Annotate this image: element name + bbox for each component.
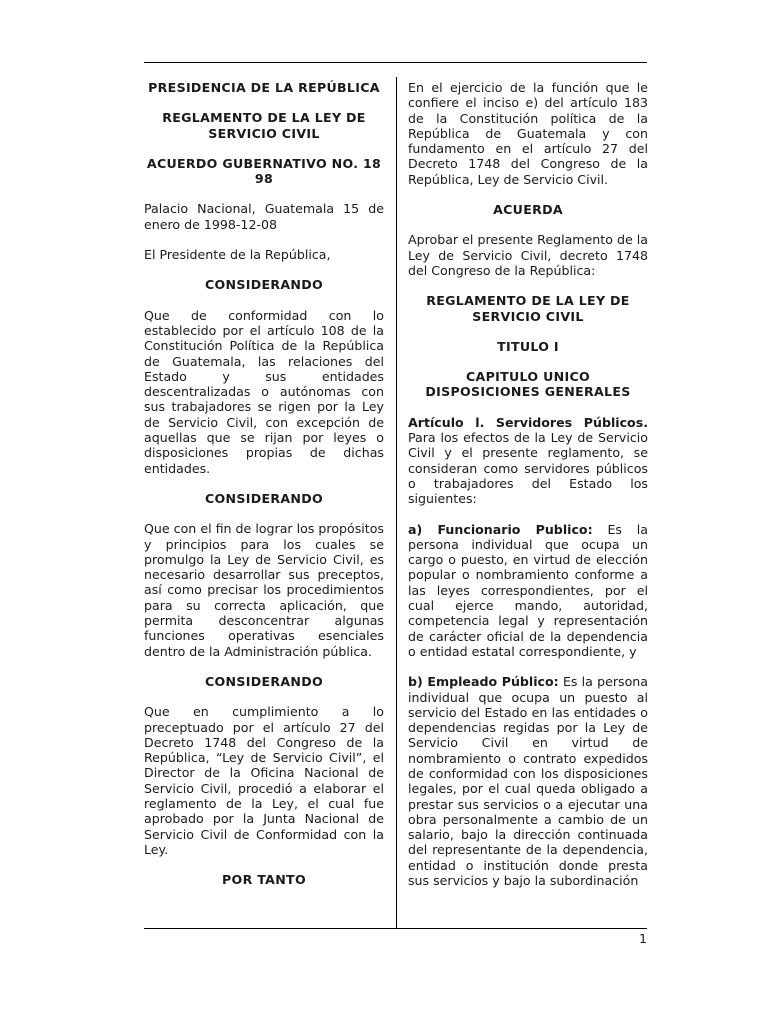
capitulo-heading: CAPITULO UNICO xyxy=(466,369,590,385)
president-line: El Presidente de la República, xyxy=(144,247,331,263)
inciso-b-text: Es la persona individual que ocupa un puesto al servicio del Estado en las entidades o dependencias regidas por la Ley de Servicio Civil en virtud de nombramiento o contrato expedidos de conformidad con los disposiciones legales, por el cual queda obligado a prestar sus servicios o a ejecutar una obra personalmente a cambio de un salario, bajo la dirección continuada del representante de la dependencia, entidad o institución donde presta sus servicios y bajo la subordinación xyxy=(408,674,648,889)
considerando-heading-3: CONSIDERANDO xyxy=(204,673,324,689)
considerando-text-2: Que con el fin de lograr los propósitos y principios para los cuales se promulgo la Ley de Servicio Civil, es necesario desarrollar sus preceptos, así como precisar los procedimientos para su correcta aplicación, que permita desconcentrar algunas funciones operativas esenciales dentro de la Administración pública. xyxy=(144,521,384,659)
considerando-text-3: Que en cumplimiento a lo preceptuado por el artículo 27 del Decreto 1748 del Congreso de la República, “Ley de Servicio Civil”, el Director de la Oficina Nacional de Servicio Civil, procedió a elaborar el reglamento de la Ley, el cual fue aprobado por la Junta Nacional de Servicio Civil de Conformidad con la Ley. xyxy=(144,704,384,857)
reglamento-heading: REGLAMENTO DE LA LEY DE SERVICIO CIVIL xyxy=(426,293,630,324)
heading-acuerdo: ACUERDO GUBERNATIVO NO. 18 98 xyxy=(146,155,382,187)
inciso-b xyxy=(408,674,648,888)
inciso-a xyxy=(408,522,648,660)
inciso-b-title: b) Empleado Público: xyxy=(408,674,559,690)
ejercicio-paragraph: En el ejercicio de la función que le confiere el inciso e) del artículo 183 de la Constitución política de la República de Guatemala y con fundamento en el artículo 27 del Decreto 1748 del Congreso de la República, Ley de Servicio Civil. xyxy=(408,80,648,187)
aprobar-paragraph: Aprobar el presente Reglamento de la Ley de Servicio Civil, decreto 1748 del Congreso de la República: xyxy=(408,232,648,278)
titulo-heading: TITULO I xyxy=(497,338,559,354)
heading-presidencia: PRESIDENCIA DE LA REPÚBLICA xyxy=(148,80,380,95)
acuerda-heading: ACUERDA xyxy=(493,202,563,218)
top-rule xyxy=(144,62,647,63)
considerando-heading-1: CONSIDERANDO xyxy=(204,277,324,293)
articulo-1-title: Artículo l. Servidores Públicos. xyxy=(408,414,648,430)
disposiciones-heading: DISPOSICIONES GENERALES xyxy=(425,384,631,400)
left-column xyxy=(144,80,384,887)
column-divider xyxy=(396,77,397,929)
articulo-1-text: Para los efectos de la Ley de Servicio Civil y el presente reglamento, se consideran como servidores públicos o trabajadores del Estado los siguientes: xyxy=(408,430,648,507)
page-number: 1 xyxy=(639,931,648,946)
considerando-text-1: Que de conformidad con lo establecido por el artículo 108 de la Constitución Política de la República de Guatemala, las relaciones del Estado y sus entidades descentralizadas o autónomas con sus trabajadores se rigen por la Ley de Servicio Civil, con excepción de aquellas que se rijan por leyes o disposiciones propias de dichas entidades. xyxy=(144,307,384,476)
articulo-1 xyxy=(408,415,648,507)
inciso-a-text: Es la persona individual que ocupa un cargo o puesto, en virtud de elección popular o nombramiento conforme a las leyes correspondientes, por el cual ejerce mando, autoridad, competencia legal y representación de carácter oficial de la dependencia o entidad estatal correspondiente, y xyxy=(408,521,648,659)
por-tanto-heading: POR TANTO xyxy=(222,872,306,888)
considerando-heading-2: CONSIDERANDO xyxy=(204,490,324,506)
inciso-a-title: a) Funcionario Publico: xyxy=(408,521,593,537)
heading-reglamento: REGLAMENTO DE LA LEY DE SERVICIO CIVIL xyxy=(162,110,366,141)
bottom-rule xyxy=(144,928,647,929)
place-date: Palacio Nacional, Guatemala 15 de enero de 1998-12-08 xyxy=(144,201,384,232)
right-column xyxy=(408,80,648,888)
